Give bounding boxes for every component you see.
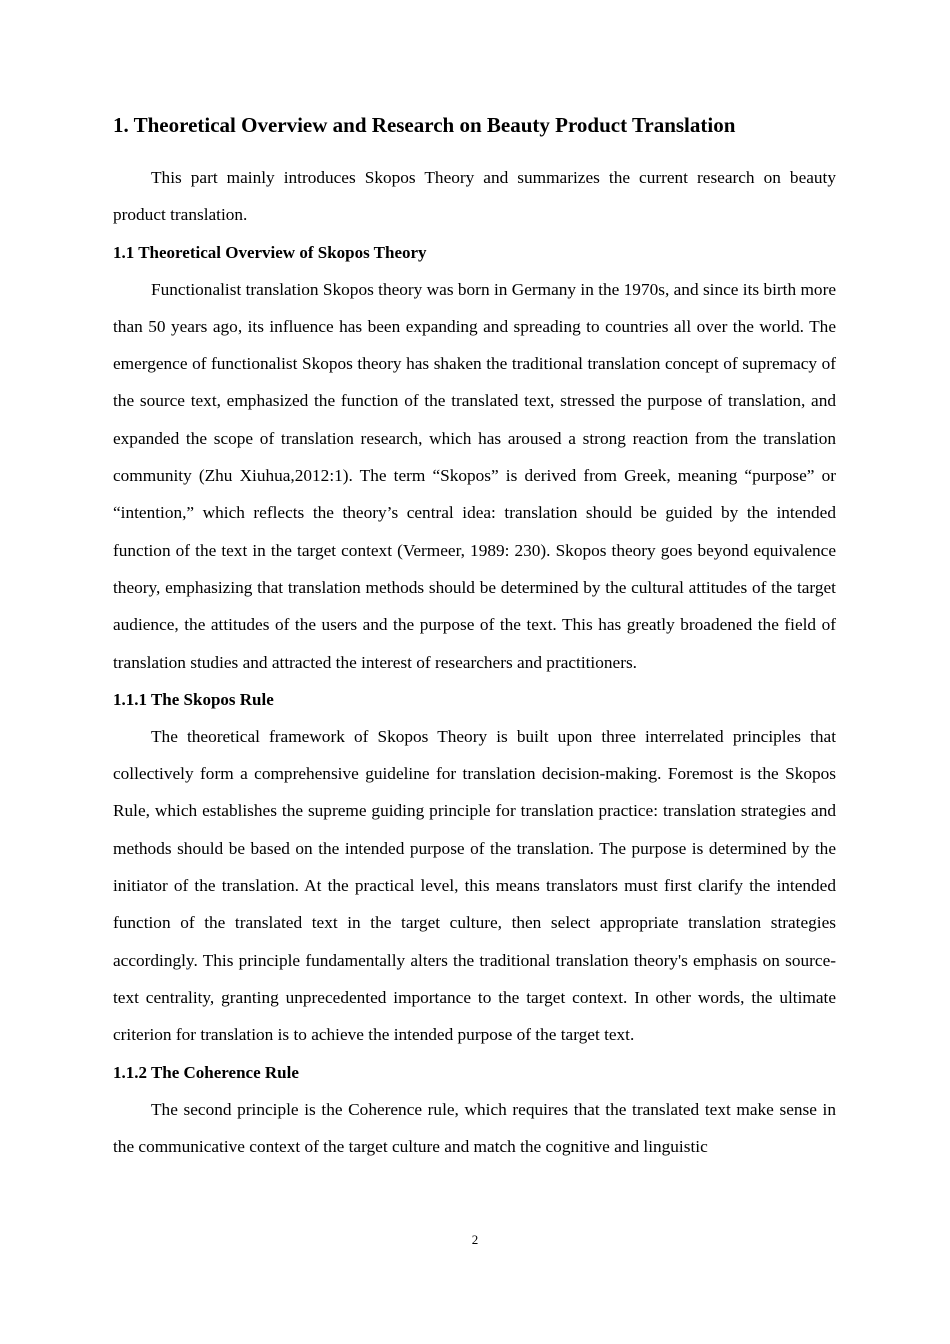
section-title: 1. Theoretical Overview and Research on Beauty Product Translation <box>113 113 736 137</box>
paragraph-1-1-2: The second principle is the Coherence rule, which requires that the translated text make sense in the communicative context of the target culture and match the cognitive and linguistic <box>113 1099 836 1156</box>
page-body <box>113 110 836 1165</box>
intro-paragraph: This part mainly introduces Skopos Theory and summarizes the current research on beauty product translation. <box>113 168 836 225</box>
subsection-heading-1-1-2: 1.1.2 The Coherence Rule <box>113 1062 299 1082</box>
subsection-heading-1-1: 1.1 Theoretical Overview of Skopos Theory <box>113 242 427 262</box>
paragraph-1-1-1: The theoretical framework of Skopos Theory is built upon three interrelated principles that collectively form a comprehensive guideline for translation decision-making. Foremost is the Skopos Rule, which establishes the supreme guiding principle for translation practice: translation strategies and methods should be based on the intended purpose of the translation. The purpose is determined by the initiator of the translation. At the practical level, this means translators must first clarify the intended function of the translated text in the target culture, then select appropriate translation strategies accordingly. This principle fundamentally alters the traditional translation theory's emphasis on source-text centrality, granting unprecedented importance to the target context. In other words, the ultimate criterion for translation is to achieve the intended purpose of the target text. <box>113 726 836 1045</box>
paragraph-1-1: Functionalist translation Skopos theory was born in Germany in the 1970s, and since its birth more than 50 years ago, its influence has been expanding and spreading to countries all over the world. The emergence of functionalist Skopos theory has shaken the traditional translation concept of supremacy of the source text, emphasized the function of the translated text, stressed the purpose of translation, and expanded the scope of translation research, which has aroused a strong reaction from the translation community (Zhu Xiuhua,2012:1). The term “Skopos” is derived from Greek, meaning “purpose” or “intention,” which reflects the theory’s central idea: translation should be guided by the intended function of the text in the target context (Vermeer, 1989: 230). Skopos theory goes beyond equivalence theory, emphasizing that translation methods should be determined by the cultural attitudes of the target audience, the attitudes of the users and the purpose of the text. This has greatly broadened the field of translation studies and attracted the interest of researchers and practitioners. <box>113 279 836 672</box>
page-number: 2 <box>471 1232 479 1247</box>
subsection-heading-1-1-1: 1.1.1 The Skopos Rule <box>113 689 274 709</box>
